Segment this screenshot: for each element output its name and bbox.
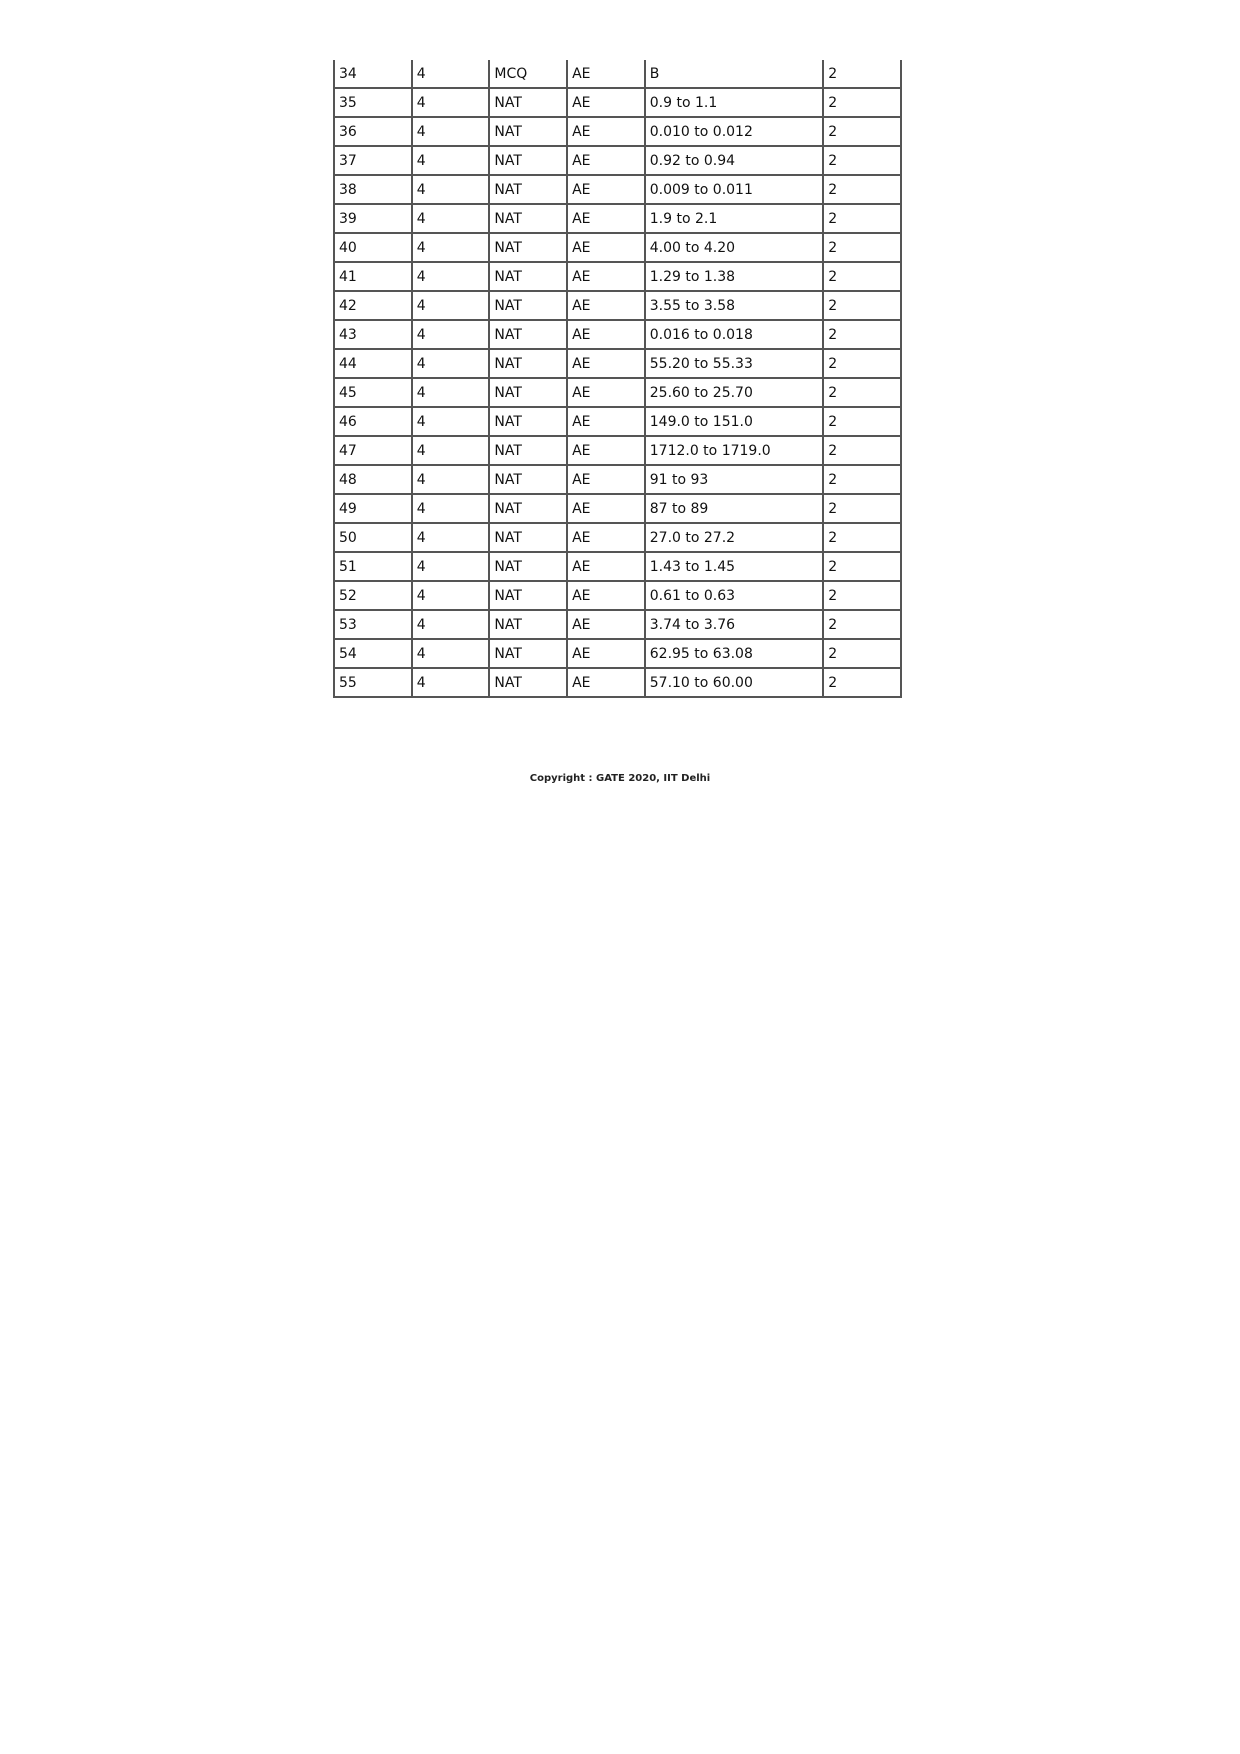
marks-cell: 2 (823, 494, 901, 523)
question-type-cell: NAT (489, 668, 567, 697)
question-type-cell: NAT (489, 436, 567, 465)
question-number-cell: 45 (334, 378, 412, 407)
answer-key-cell: 25.60 to 25.70 (645, 378, 823, 407)
marks-cell: 2 (823, 552, 901, 581)
answer-key-cell: 87 to 89 (645, 494, 823, 523)
question-number-cell: 34 (334, 60, 412, 88)
answer-key-cell: 0.9 to 1.1 (645, 88, 823, 117)
marks-cell: 2 (823, 204, 901, 233)
question-type-cell: MCQ (489, 60, 567, 88)
session-cell: 4 (412, 175, 490, 204)
table-row (334, 523, 901, 552)
table-row (334, 610, 901, 639)
marks-cell: 2 (823, 175, 901, 204)
marks-cell: 2 (823, 523, 901, 552)
section-cell: AE (567, 291, 645, 320)
question-number-cell: 52 (334, 581, 412, 610)
section-cell: AE (567, 639, 645, 668)
question-number-cell: 38 (334, 175, 412, 204)
section-cell: AE (567, 233, 645, 262)
question-type-cell: NAT (489, 552, 567, 581)
answer-key-cell: 0.61 to 0.63 (645, 581, 823, 610)
question-number-cell: 46 (334, 407, 412, 436)
table-row (334, 349, 901, 378)
question-number-cell: 44 (334, 349, 412, 378)
table-row (334, 668, 901, 697)
table-row (334, 639, 901, 668)
question-number-cell: 55 (334, 668, 412, 697)
marks-cell: 2 (823, 291, 901, 320)
table-row (334, 494, 901, 523)
session-cell: 4 (412, 262, 490, 291)
session-cell: 4 (412, 233, 490, 262)
session-cell: 4 (412, 349, 490, 378)
marks-cell: 2 (823, 436, 901, 465)
section-cell: AE (567, 146, 645, 175)
table-row (334, 552, 901, 581)
question-number-cell: 51 (334, 552, 412, 581)
question-number-cell: 50 (334, 523, 412, 552)
session-cell: 4 (412, 610, 490, 639)
answer-key-table (333, 60, 902, 698)
section-cell: AE (567, 60, 645, 88)
question-type-cell: NAT (489, 407, 567, 436)
answer-key-cell: 3.55 to 3.58 (645, 291, 823, 320)
table-row (334, 175, 901, 204)
section-cell: AE (567, 465, 645, 494)
session-cell: 4 (412, 581, 490, 610)
section-cell: AE (567, 117, 645, 146)
question-number-cell: 49 (334, 494, 412, 523)
answer-key-cell: 4.00 to 4.20 (645, 233, 823, 262)
answer-key-cell: 91 to 93 (645, 465, 823, 494)
table-row (334, 117, 901, 146)
session-cell: 4 (412, 523, 490, 552)
question-type-cell: NAT (489, 581, 567, 610)
question-number-cell: 42 (334, 291, 412, 320)
question-number-cell: 39 (334, 204, 412, 233)
question-number-cell: 43 (334, 320, 412, 349)
answer-key-cell: 57.10 to 60.00 (645, 668, 823, 697)
question-type-cell: NAT (489, 523, 567, 552)
marks-cell: 2 (823, 668, 901, 697)
table-row (334, 233, 901, 262)
session-cell: 4 (412, 117, 490, 146)
question-type-cell: NAT (489, 320, 567, 349)
question-type-cell: NAT (489, 262, 567, 291)
session-cell: 4 (412, 436, 490, 465)
answer-key-cell: 0.016 to 0.018 (645, 320, 823, 349)
question-number-cell: 35 (334, 88, 412, 117)
answer-key-cell: 1.43 to 1.45 (645, 552, 823, 581)
marks-cell: 2 (823, 465, 901, 494)
question-type-cell: NAT (489, 233, 567, 262)
marks-cell: 2 (823, 117, 901, 146)
marks-cell: 2 (823, 581, 901, 610)
section-cell: AE (567, 262, 645, 291)
question-type-cell: NAT (489, 204, 567, 233)
answer-key-cell: 1.9 to 2.1 (645, 204, 823, 233)
question-type-cell: NAT (489, 291, 567, 320)
session-cell: 4 (412, 494, 490, 523)
answer-key-cell: 1.29 to 1.38 (645, 262, 823, 291)
answer-key-cell: B (645, 60, 823, 88)
section-cell: AE (567, 320, 645, 349)
marks-cell: 2 (823, 262, 901, 291)
section-cell: AE (567, 407, 645, 436)
marks-cell: 2 (823, 378, 901, 407)
answer-key-cell: 62.95 to 63.08 (645, 639, 823, 668)
section-cell: AE (567, 552, 645, 581)
question-number-cell: 53 (334, 610, 412, 639)
table-row (334, 436, 901, 465)
session-cell: 4 (412, 552, 490, 581)
answer-key-cell: 1712.0 to 1719.0 (645, 436, 823, 465)
table-row (334, 262, 901, 291)
answer-key-cell: 3.74 to 3.76 (645, 610, 823, 639)
session-cell: 4 (412, 204, 490, 233)
question-type-cell: NAT (489, 639, 567, 668)
answer-key-table-body (334, 60, 901, 697)
question-number-cell: 36 (334, 117, 412, 146)
table-row (334, 407, 901, 436)
table-row (334, 88, 901, 117)
section-cell: AE (567, 378, 645, 407)
answer-key-cell: 55.20 to 55.33 (645, 349, 823, 378)
marks-cell: 2 (823, 233, 901, 262)
marks-cell: 2 (823, 610, 901, 639)
answer-key-cell: 149.0 to 151.0 (645, 407, 823, 436)
question-number-cell: 48 (334, 465, 412, 494)
marks-cell: 2 (823, 146, 901, 175)
section-cell: AE (567, 523, 645, 552)
copyright-notice: Copyright : GATE 2020, IIT Delhi (529, 773, 711, 784)
answer-key-cell: 0.010 to 0.012 (645, 117, 823, 146)
marks-cell: 2 (823, 349, 901, 378)
marks-cell: 2 (823, 320, 901, 349)
question-type-cell: NAT (489, 175, 567, 204)
section-cell: AE (567, 175, 645, 204)
session-cell: 4 (412, 465, 490, 494)
question-type-cell: NAT (489, 610, 567, 639)
question-type-cell: NAT (489, 117, 567, 146)
section-cell: AE (567, 581, 645, 610)
table-row (334, 581, 901, 610)
table-row (334, 146, 901, 175)
section-cell: AE (567, 494, 645, 523)
session-cell: 4 (412, 639, 490, 668)
table-row (334, 378, 901, 407)
question-type-cell: NAT (489, 494, 567, 523)
question-type-cell: NAT (489, 146, 567, 175)
question-type-cell: NAT (489, 465, 567, 494)
session-cell: 4 (412, 320, 490, 349)
table-row (334, 320, 901, 349)
question-number-cell: 54 (334, 639, 412, 668)
question-number-cell: 47 (334, 436, 412, 465)
question-type-cell: NAT (489, 378, 567, 407)
session-cell: 4 (412, 378, 490, 407)
question-number-cell: 37 (334, 146, 412, 175)
section-cell: AE (567, 668, 645, 697)
table-row (334, 291, 901, 320)
table-row (334, 465, 901, 494)
section-cell: AE (567, 204, 645, 233)
answer-key-cell: 0.009 to 0.011 (645, 175, 823, 204)
section-cell: AE (567, 88, 645, 117)
question-number-cell: 40 (334, 233, 412, 262)
session-cell: 4 (412, 407, 490, 436)
session-cell: 4 (412, 291, 490, 320)
session-cell: 4 (412, 88, 490, 117)
table-row (334, 60, 901, 88)
marks-cell: 2 (823, 88, 901, 117)
session-cell: 4 (412, 668, 490, 697)
marks-cell: 2 (823, 60, 901, 88)
table-row (334, 204, 901, 233)
session-cell: 4 (412, 146, 490, 175)
marks-cell: 2 (823, 639, 901, 668)
question-type-cell: NAT (489, 88, 567, 117)
question-type-cell: NAT (489, 349, 567, 378)
answer-key-cell: 0.92 to 0.94 (645, 146, 823, 175)
marks-cell: 2 (823, 407, 901, 436)
question-number-cell: 41 (334, 262, 412, 291)
section-cell: AE (567, 610, 645, 639)
session-cell: 4 (412, 60, 490, 88)
section-cell: AE (567, 436, 645, 465)
section-cell: AE (567, 349, 645, 378)
answer-key-cell: 27.0 to 27.2 (645, 523, 823, 552)
